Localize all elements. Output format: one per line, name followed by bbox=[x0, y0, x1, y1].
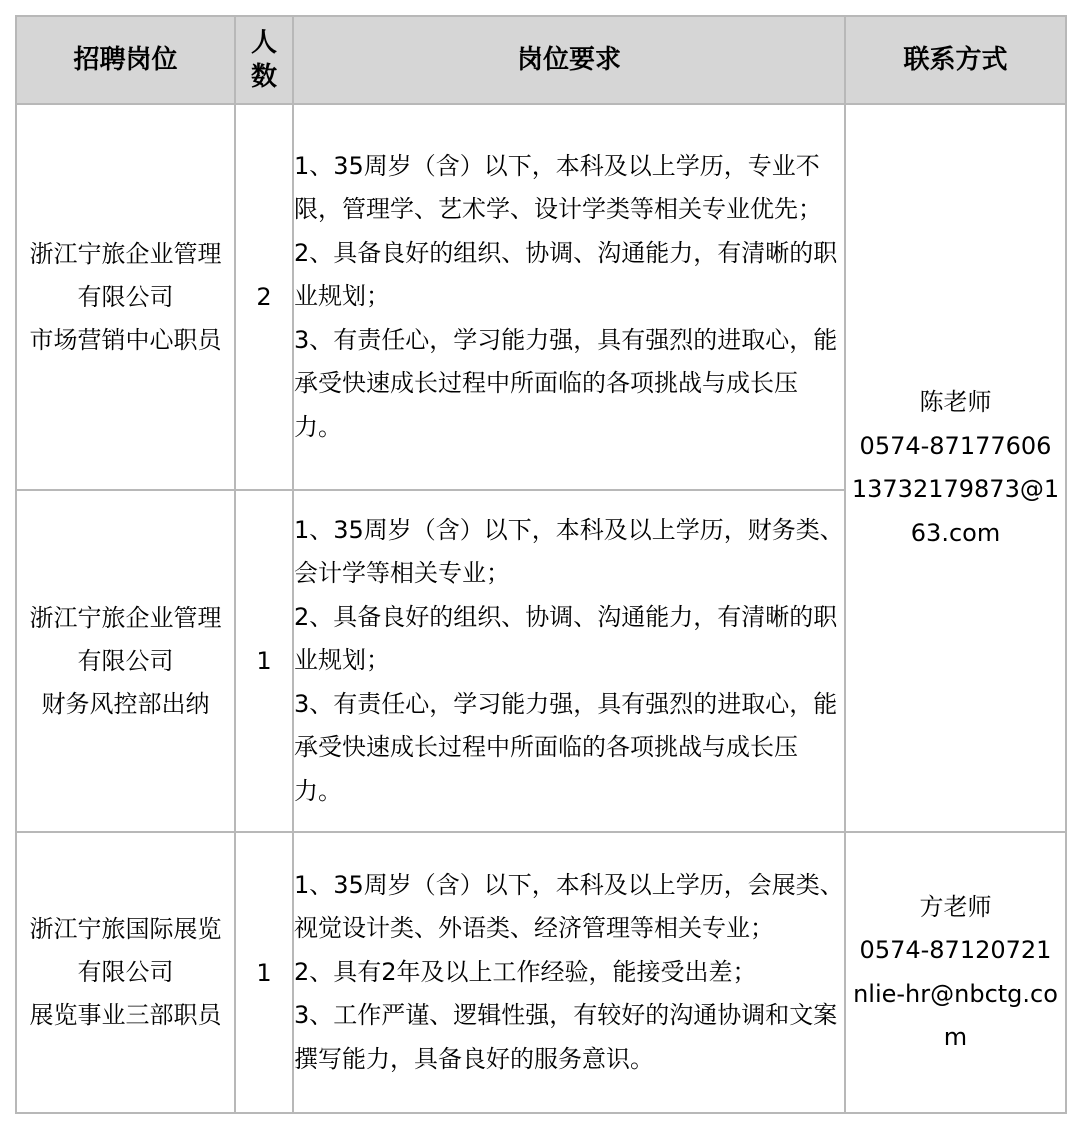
header-count-line2: 数 bbox=[250, 62, 277, 92]
header-position: 招聘岗位 bbox=[16, 16, 235, 104]
table-row bbox=[16, 832, 1066, 1113]
contact-name: 陈老师 bbox=[919, 388, 992, 416]
company-name: 浙江宁旅国际展览 bbox=[29, 915, 222, 943]
contact-email: nlie-hr@nbctg.com bbox=[853, 979, 1058, 1051]
requirement-item: 1、35周岁（含）以下，本科及以上学历，财务类、会计学等相关专业； bbox=[294, 515, 844, 588]
requirement-item: 3、有责任心，学习能力强，具有强烈的进取心，能承受快速成长过程中所面临的各项挑战与成长压力。 bbox=[294, 325, 838, 441]
company-suffix: 有限公司 bbox=[77, 958, 174, 986]
role-name: 财务风控部出纳 bbox=[41, 689, 210, 718]
role-name: 市场营销中心职员 bbox=[29, 325, 222, 354]
company-suffix: 有限公司 bbox=[77, 282, 174, 311]
contact-name: 方老师 bbox=[919, 892, 992, 921]
requirement-item: 2、具有2年及以上工作经验，能接受出差； bbox=[294, 957, 757, 986]
header-contact: 联系方式 bbox=[845, 16, 1066, 104]
position-cell bbox=[16, 490, 235, 832]
company-name: 浙江宁旅企业管理 bbox=[29, 239, 222, 268]
requirements-cell bbox=[293, 104, 845, 490]
position-cell bbox=[16, 832, 235, 1113]
requirement-item: 2、具备良好的组织、协调、沟通能力，有清晰的职业规划； bbox=[294, 602, 838, 675]
requirements-cell bbox=[293, 490, 845, 832]
company-name: 浙江宁旅企业管理 bbox=[29, 603, 222, 632]
contact-email: 13732179873@163.com bbox=[851, 475, 1060, 547]
company-suffix: 有限公司 bbox=[77, 646, 174, 675]
header-requirements: 岗位要求 bbox=[293, 16, 845, 104]
position-cell bbox=[16, 104, 235, 490]
headcount: 1 bbox=[235, 832, 293, 1113]
headcount: 1 bbox=[235, 490, 293, 832]
contact-phone: 0574-87120721 bbox=[859, 936, 1052, 964]
header-count-line1: 人 bbox=[250, 28, 277, 58]
contact-cell bbox=[845, 832, 1066, 1113]
requirement-item: 2、具备良好的组织、协调、沟通能力，有清晰的职业规划； bbox=[294, 238, 838, 311]
role-name: 展览事业三部职员 bbox=[29, 1001, 222, 1029]
requirement-item: 3、工作严谨、逻辑性强，有较好的沟通协调和文案撰写能力，具备良好的服务意识。 bbox=[294, 1001, 838, 1073]
requirement-item: 1、35周岁（含）以下，本科及以上学历，专业不限，管理学、艺术学、设计学类等相关专业优先； bbox=[294, 151, 822, 224]
requirement-item: 3、有责任心，学习能力强，具有强烈的进取心，能承受快速成长过程中所面临的各项挑战与成长压力。 bbox=[294, 689, 838, 805]
contact-phone: 0574-87177606 bbox=[859, 431, 1052, 460]
recruitment-table bbox=[15, 15, 1067, 1114]
table-header-row bbox=[16, 16, 1066, 104]
header-count bbox=[235, 16, 293, 104]
requirement-item: 1、35周岁（含）以下，本科及以上学历，会展类、视觉设计类、外语类、经济管理等相关专业； bbox=[294, 870, 844, 943]
contact-cell bbox=[845, 104, 1066, 832]
table-row bbox=[16, 104, 1066, 490]
headcount: 2 bbox=[235, 104, 293, 490]
requirements-cell bbox=[293, 832, 845, 1113]
